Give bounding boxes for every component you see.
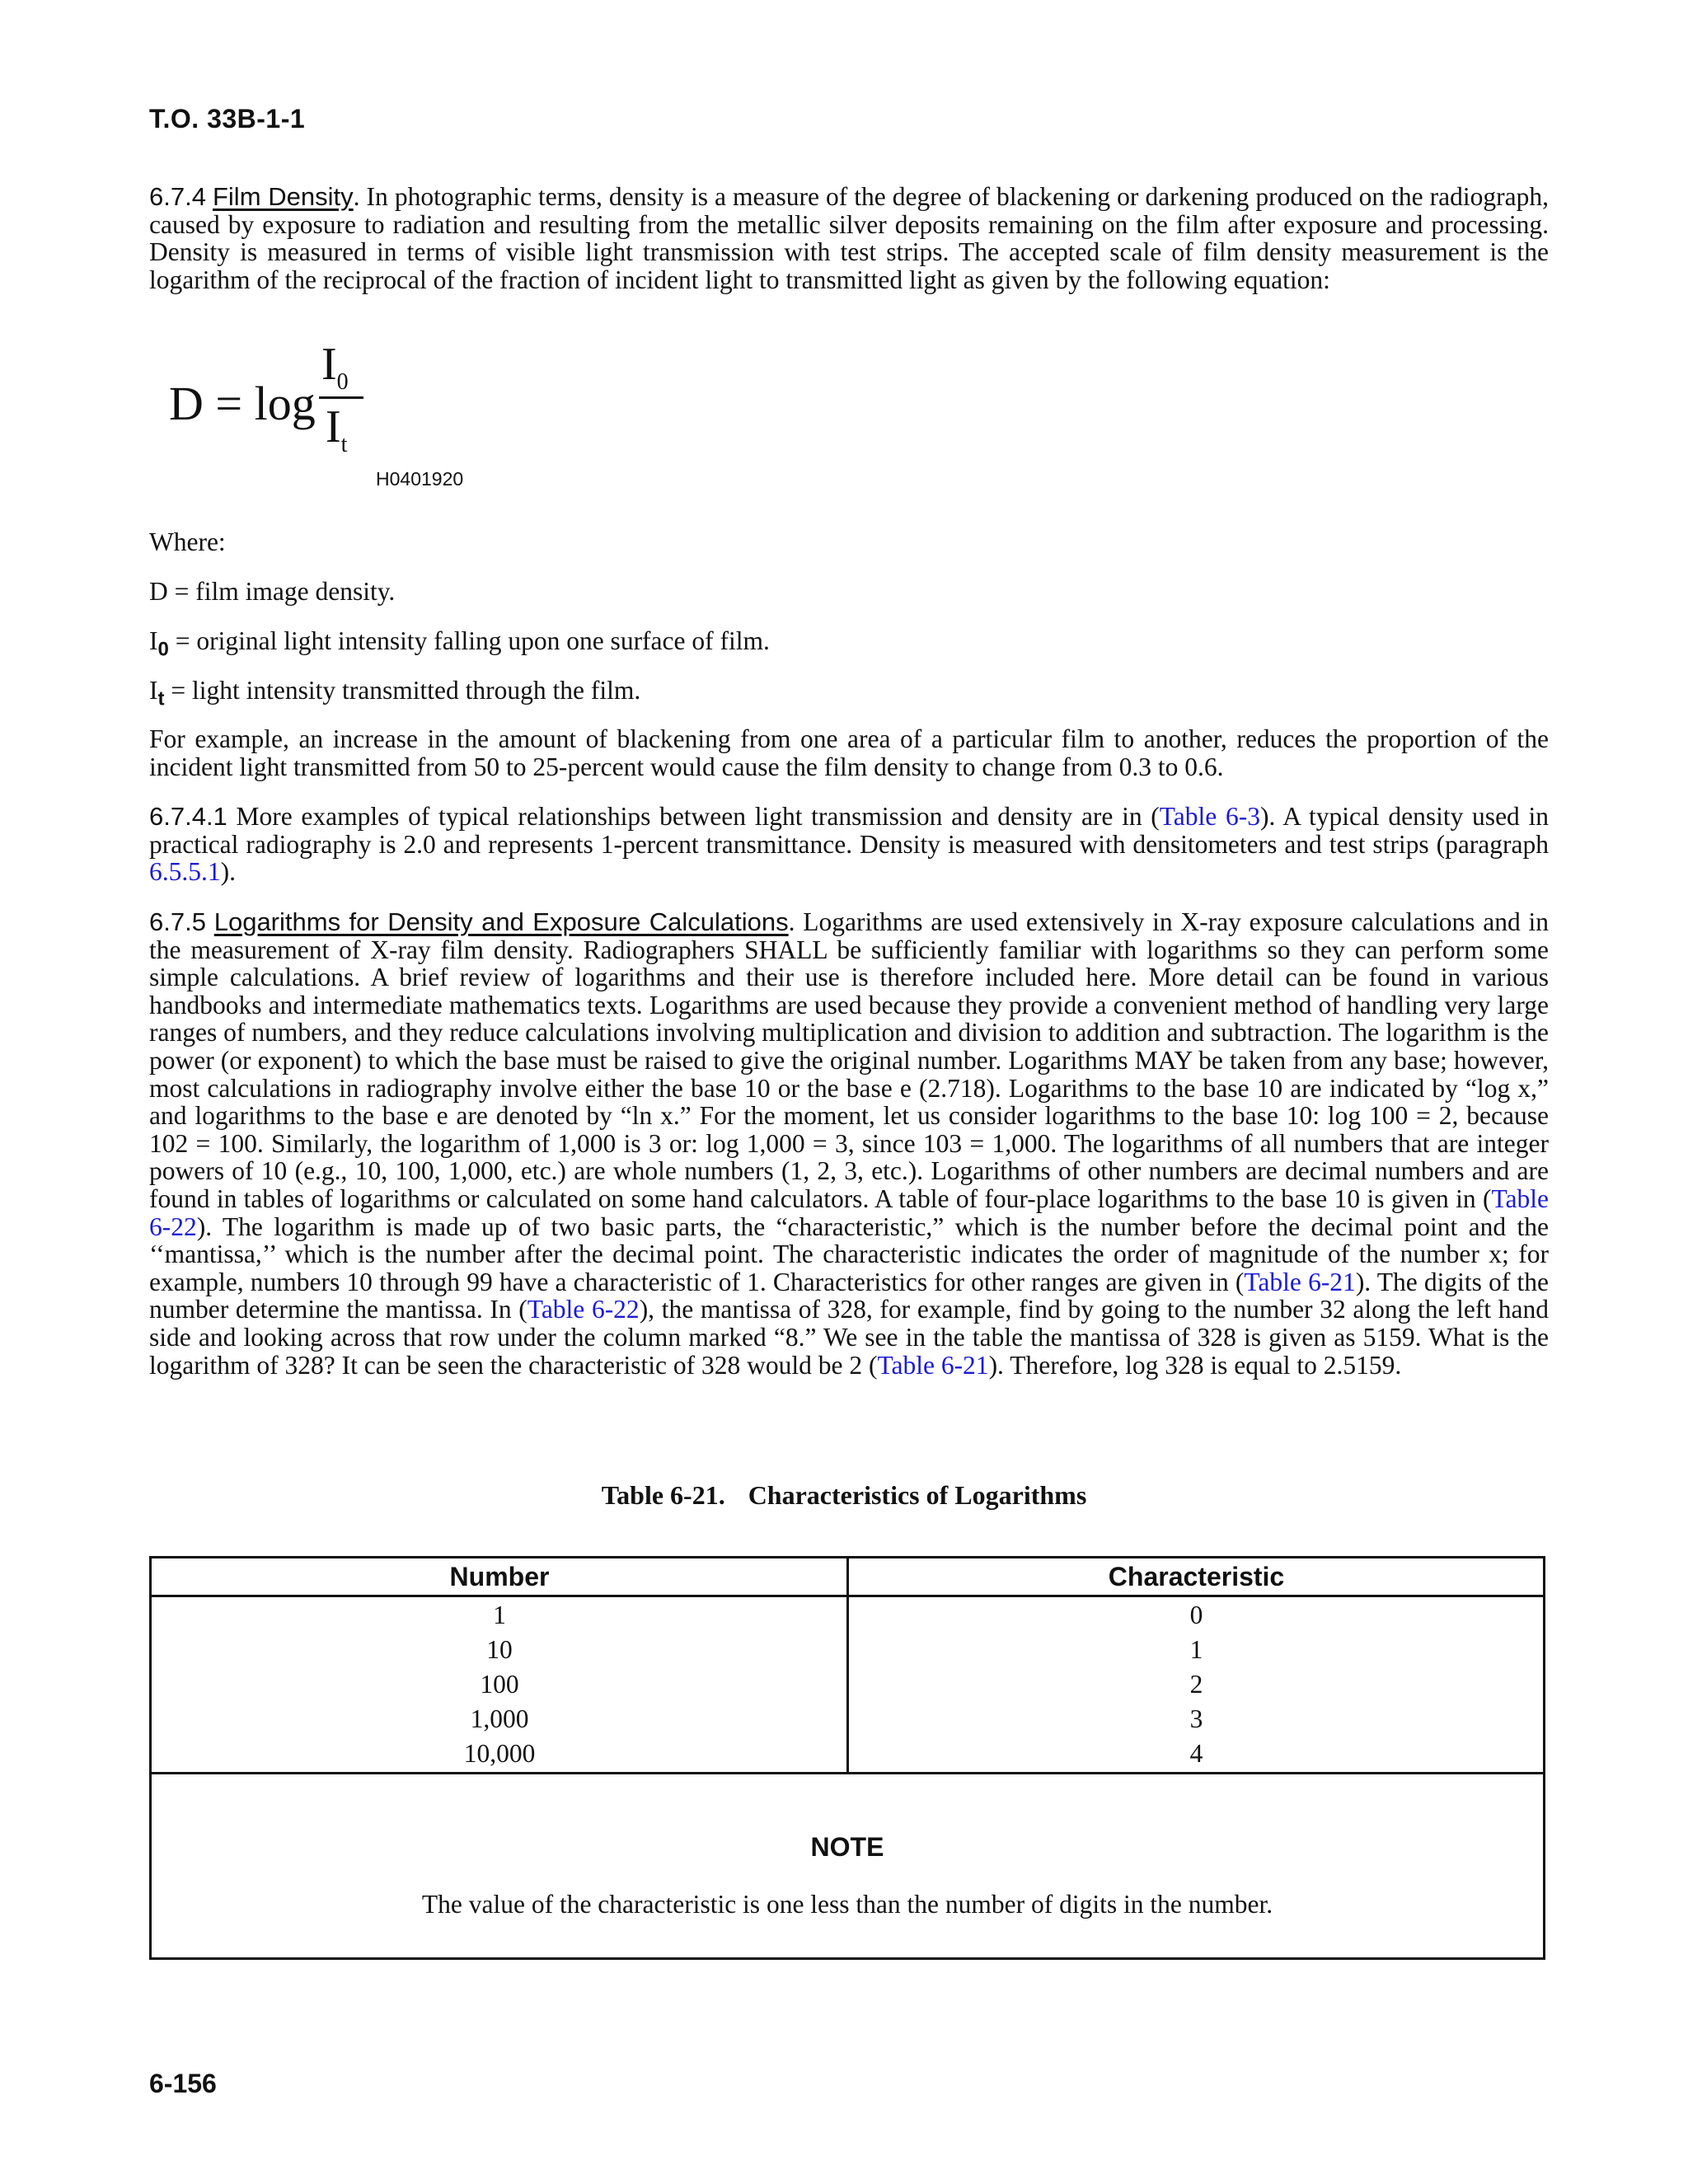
fraction-bar xyxy=(319,396,363,399)
paragraph-text: . In photographic terms, density is a measure of the degree of blackening or darkening produced on the radiograph, caused by exposure to radiation and resulting from the metallic silver deposits remaining on the film after exposure and processing. Density is measured in terms of visible light transmission with test strips. The accepted scale of film density measurement is the logarithm of the reciprocal of the fraction of incident light to transmitted light as given by the following equation: xyxy=(149,182,1550,294)
table-cell-characteristic: 2 xyxy=(1189,1670,1203,1699)
document-id-header: T.O. 33B-1-1 xyxy=(149,104,306,134)
section-number: 6.7.4.1 xyxy=(149,802,227,831)
equation-denominator: $I_t$ xyxy=(326,401,348,458)
table-cell-number: 100 xyxy=(480,1670,519,1699)
table-cell-characteristic: 3 xyxy=(1189,1704,1203,1733)
table-cell-number: 10,000 xyxy=(463,1739,536,1768)
link-table-6-22[interactable]: Table 6-22 xyxy=(149,1183,1549,1241)
table-cell-characteristic: 4 xyxy=(1189,1739,1203,1768)
table-cell-number: 1 xyxy=(493,1601,506,1629)
table-cell-characteristic: 1 xyxy=(1189,1635,1203,1664)
section-title-logarithms: Logarithms for Density and Exposure Calculations xyxy=(213,907,789,936)
definition-d: D = film image density. xyxy=(149,577,396,606)
characteristics-table xyxy=(149,1556,1545,1960)
note-text: The value of the characteristic is one less than the number of digits in the number. xyxy=(421,1890,1273,1919)
page-number: 6-156 xyxy=(149,2069,217,2098)
paragraph-6-7-4-1: 6.7.4.1 More examples of typical relationships between light transmission and density are in (Table 6-3). A typical density used in practical radiography is 2.0 and represents 1-percent transmittance. Density is measured with densitometers and test strips (paragraph 6.5.5.1). xyxy=(149,802,1549,887)
definition-i0: $I_0$ = original light intensity falling upon one surface of film. xyxy=(149,626,770,661)
note-separator-rule xyxy=(152,1772,1543,1774)
link-table-6-21[interactable]: Table 6-21 xyxy=(1244,1267,1356,1296)
link-table-6-3[interactable]: Table 6-3 xyxy=(1159,802,1260,831)
example-paragraph: For example, an increase in the amount of blackening from one area of a particular film to another, reduces the proportion of the incident light transmitted from 50 to 25-percent would cause the film density to change from 0.3 to 0.6. xyxy=(149,724,1549,781)
paragraph-6-7-5: 6.7.5 Logarithms for Density and Exposure Calculations. Logarithms are used extensively in X-ray exposure calculations and in the measurement of X-ray film density. Radiographers SHALL be sufficiently familiar with logarithms so they can perform some simple calculations. A brief review of logarithms and their use is therefore included here. More detail can be found in various handbooks and intermediate mathematics texts. Logarithms are used because they provide a convenient method of handling very large ranges of numbers, and they reduce calculations involving multiplication and division to addition and subtraction. The logarithm is the power (or exponent) to which the base must be raised to give the original number. Logarithms MAY be taken from any base; however, most calculations in radiography involve either the base 10 or the base e (2.718). Logarithms to the base 10 are indicated by “log x,” and logarithms to the base e are denoted by “ln x.” For the moment, let us consider logarithms to the base 10: log 100 = 2, because 102 = 100. Similarly, the logarithm of 1,000 is 3 or: log 1,000 = 3, since 103 = 1,000. The logarithms of all numbers that are integer powers of 10 (e.g., 10, 100, 1,000, etc.) are whole numbers (1, 2, 3, etc.). Logarithms of other numbers are decimal numbers and are found in tables of logarithms or calculated on some hand calculators. A table of four-place logarithms to the base 10 is given in (Table 6-22). The logarithm is made up of two basic parts, the “characteristic,” which is the number before the decimal point and the ‘‘mantissa,’’ which is the number after the decimal point. The characteristic indicates the order of magnitude of the number x; for example, numbers 10 through 99 have a characteristic of 1. Characteristics for other ranges are given in (Table 6-21). The digits of the number determine the mantissa. In (Table 6-22), the mantissa of 328, for example, find by going to the number 32 along the left hand side and looking across that row under the column marked “8.” We see in the table the mantissa of 328 is given as 5159. What is the logarithm of 328? It can be seen the characteristic of 328 would be 2 (Table 6-21). Therefore, log 328 is equal to 2.5159. xyxy=(149,907,1549,1380)
column-header-characteristic: Characteristic xyxy=(1108,1562,1285,1591)
table-cell-number: 10 xyxy=(486,1635,513,1664)
equation-numerator: $I_0$ xyxy=(321,339,349,396)
density-equation xyxy=(169,338,383,470)
column-header-number: Number xyxy=(449,1562,550,1591)
section-number: 6.7.4 xyxy=(149,182,206,211)
link-table-6-21[interactable]: Table 6-21 xyxy=(877,1350,989,1380)
section-title-film-density: Film Density xyxy=(212,182,354,211)
table-cell-number: 1,000 xyxy=(470,1704,529,1733)
link-paragraph-6-5-5-1[interactable]: 6.5.5.1 xyxy=(149,857,221,887)
where-label: Where: xyxy=(149,527,226,556)
section-number: 6.7.5 xyxy=(149,907,206,936)
table-caption: Table 6-21. Characteristics of Logarithms xyxy=(601,1480,1087,1510)
note-title: NOTE xyxy=(810,1832,884,1862)
equation-lhs: D = log xyxy=(169,377,316,430)
table-cell-characteristic: 0 xyxy=(1189,1601,1203,1629)
paragraph-6-7-4 xyxy=(149,183,1549,293)
figure-id: H0401920 xyxy=(376,468,464,490)
definition-it: $I_t$ = light intensity transmitted through the film. xyxy=(149,676,641,710)
link-table-6-22[interactable]: Table 6-22 xyxy=(527,1295,640,1324)
